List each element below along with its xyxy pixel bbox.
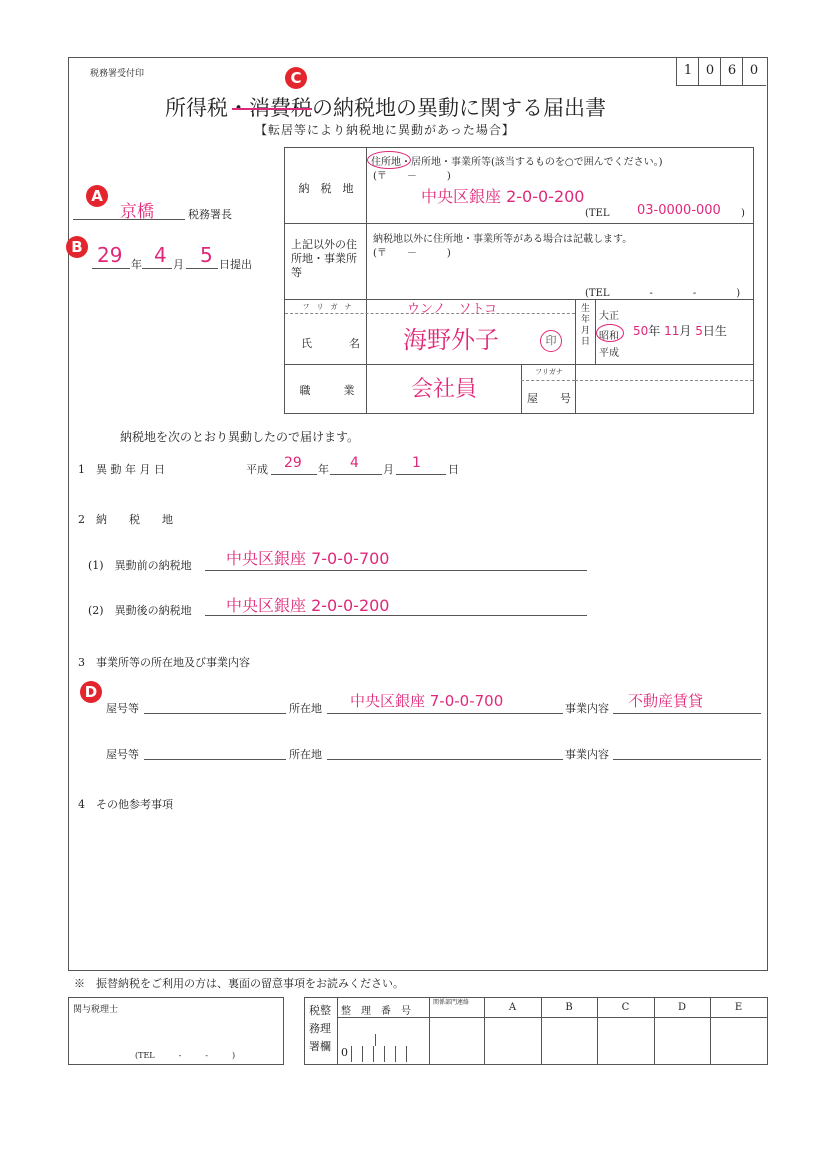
shozaichi-underline-2 (327, 759, 563, 760)
birth-date (633, 322, 727, 339)
seal-mark: 印 (540, 330, 562, 352)
date-day-underline (186, 268, 218, 269)
s1-label: 1 異 動 年 月 日 (78, 463, 165, 476)
divider (337, 998, 338, 1064)
postal: (〒 － ) (373, 171, 451, 182)
birth-day-unit: 日生 (702, 324, 727, 338)
birth-month-unit: 月 (679, 324, 692, 338)
jigyo-underline-1 (613, 713, 761, 714)
date-month-underline (142, 268, 172, 269)
birth-day: 5 (695, 324, 703, 338)
kankei-label: 関係部門連絡 (433, 999, 470, 1006)
birth-year: 50 (633, 324, 649, 338)
other-postal: (〒 － ) (373, 248, 451, 259)
s1-day: 1 (412, 455, 421, 471)
s2-after-underline (205, 615, 587, 616)
shozaichi-underline-1 (327, 713, 563, 714)
s1-year-unit: 年 (318, 463, 329, 476)
circle-mark (596, 324, 624, 342)
jigyo-underline-2 (613, 759, 761, 760)
jigyo-label-1: 事業内容 (565, 702, 609, 715)
yago-underline-1 (144, 713, 286, 714)
divider (521, 380, 575, 381)
date-year-unit: 年 (131, 258, 142, 271)
s1-year: 29 (284, 455, 302, 471)
office-col-char: 欄 (320, 1040, 331, 1053)
footer-note: ※ 振替納税をご利用の方は、裏面の留意事項をお読みください。 (74, 977, 404, 990)
s3-label: 3 事業所等の所在地及び事業内容 (78, 656, 250, 669)
col-a: A (508, 1002, 517, 1013)
date-year-underline (92, 268, 130, 269)
yago-label-1: 屋号等 (106, 702, 139, 715)
intro-text: 納税地を次のとおり異動したので届けます。 (120, 430, 360, 444)
badge-d: D (80, 681, 102, 703)
office-col-char: 税 (309, 1004, 320, 1017)
tel-value: 03-0000-000 (637, 203, 721, 218)
other-tel: (TEL - - ) (585, 288, 741, 299)
other-label: 上記以外の住所地・事業所等 (291, 238, 357, 279)
nouzeichi-label: 納 税 地 (298, 182, 354, 195)
tick (406, 1046, 407, 1062)
zeirishi-box (68, 997, 284, 1065)
divider (575, 299, 576, 364)
divider (575, 380, 753, 381)
date-year: 29 (97, 243, 123, 267)
office-column-label (309, 1002, 335, 1056)
s1-month-underline (330, 474, 382, 475)
zeirishi-label: 関与税理士 (73, 1005, 119, 1015)
shozaichi-value: 中央区銀座 7-0-0-700 (350, 692, 504, 710)
tick (373, 1046, 374, 1062)
yago-label: 屋 号 (527, 392, 571, 405)
form-number-digit: 6 (720, 57, 743, 85)
divider (521, 364, 522, 413)
yago-underline-2 (144, 759, 286, 760)
tel-close: ) (741, 208, 745, 219)
jigyo-label-2: 事業内容 (565, 748, 609, 761)
s1-year-underline (271, 474, 317, 475)
s1-day-underline (396, 474, 446, 475)
divider (285, 223, 753, 224)
title-pre: 所得税 (165, 96, 228, 120)
divider (337, 1017, 767, 1018)
office-col-char: 署 (309, 1040, 320, 1053)
s2-before-value: 中央区銀座 7-0-0-700 (226, 549, 390, 568)
subtitle: 【転居等により納税地に異動があった場合】 (255, 123, 515, 137)
nouzeichi-value: 中央区銀座 2-0-0-200 (421, 187, 585, 206)
yago-label-2: 屋号等 (106, 748, 139, 761)
tick (384, 1046, 385, 1062)
divider (285, 299, 753, 300)
divider (285, 364, 753, 365)
s2-label: 2 納 税 地 (78, 513, 173, 526)
office-col-char: 務 (309, 1022, 320, 1035)
col-d: D (677, 1002, 687, 1013)
s1-era: 平成 (246, 463, 268, 476)
job-label: 職 業 (299, 384, 355, 397)
badge-c: C (285, 67, 307, 89)
col-c: C (621, 1002, 630, 1013)
date-month: 4 (154, 243, 167, 267)
tax-office-box (304, 997, 768, 1065)
form-number-digit: 1 (676, 57, 699, 85)
jigyo-value: 不動産賃貸 (628, 692, 704, 710)
era-heisei: 平成 (599, 348, 619, 359)
tick (395, 1046, 396, 1062)
office-value: 京橋 (120, 202, 154, 222)
shozaichi-label-2: 所在地 (289, 748, 322, 761)
stamp-label: 税務署受付印 (90, 69, 145, 79)
name-value: 海野外子 (403, 326, 499, 354)
col-b: B (565, 1002, 573, 1013)
title-struck: ・消費税 (228, 96, 312, 120)
s2-before-label: (1) 異動前の納税地 (88, 559, 192, 572)
zeirishi-tel: (TEL - - ) (135, 1051, 236, 1060)
s4-label: 4 その他参考事項 (78, 798, 173, 811)
office-suffix: 税務署長 (188, 208, 232, 221)
s2-after-value: 中央区銀座 2-0-0-200 (226, 596, 390, 615)
birth-label: 生年月日 (581, 304, 591, 347)
divider (429, 998, 430, 1064)
s1-month: 4 (350, 455, 359, 471)
taxpayer-info-box (284, 147, 754, 414)
nouzeichi-options: 住所地・居所地・事業所等(該当するものを○で囲んでください。) (371, 157, 663, 168)
title-post: の納税地の異動に関する届出書 (312, 96, 606, 120)
name-label-2: 名 (349, 337, 360, 350)
era-taisho: 大正 (599, 311, 619, 322)
s2-after-label: (2) 異動後の納税地 (88, 604, 192, 617)
form-number-digit: 0 (742, 57, 765, 85)
tick (362, 1046, 363, 1062)
strike-line (232, 108, 312, 110)
office-col-char: 理 (320, 1022, 331, 1035)
birth-year-unit: 年 (648, 324, 661, 338)
yago-furigana: フリガナ (535, 368, 563, 376)
tick-tall (375, 1034, 376, 1046)
era-showa: 昭和 (599, 331, 619, 342)
office-col-char: 整 (320, 1004, 331, 1017)
divider (575, 364, 576, 413)
form-number-digit: 0 (698, 57, 721, 85)
name-label-1: 氏 (301, 337, 312, 350)
date-day: 5 (200, 243, 213, 267)
s1-month-unit: 月 (383, 463, 394, 476)
badge-a: A (86, 185, 108, 207)
seiri-label: 整 理 番 号 (341, 1006, 411, 1017)
other-note: 納税地以外に住所地・事業所等がある場合は記載します。 (373, 234, 633, 245)
job-value: 会社員 (411, 377, 478, 402)
seiri-value: 0 (341, 1046, 348, 1059)
tick (351, 1046, 352, 1062)
date-day-unit: 日提出 (219, 258, 252, 271)
col-e: E (734, 1002, 743, 1013)
page-title (165, 92, 606, 122)
badge-b: B (66, 236, 88, 258)
office-underline (73, 219, 185, 220)
tel-label: (TEL (585, 208, 610, 219)
s2-before-underline (205, 570, 587, 571)
divider (366, 148, 367, 413)
furigana-label: フ リ ガ ナ (302, 303, 352, 311)
form-number (676, 57, 766, 86)
date-month-unit: 月 (173, 258, 184, 271)
shozaichi-label-1: 所在地 (289, 702, 322, 715)
s1-day-unit: 日 (448, 463, 459, 476)
seiri-ticks (341, 1046, 421, 1062)
furigana-value: ウンノ ソトコ (407, 302, 497, 317)
birth-month: 11 (664, 324, 680, 338)
